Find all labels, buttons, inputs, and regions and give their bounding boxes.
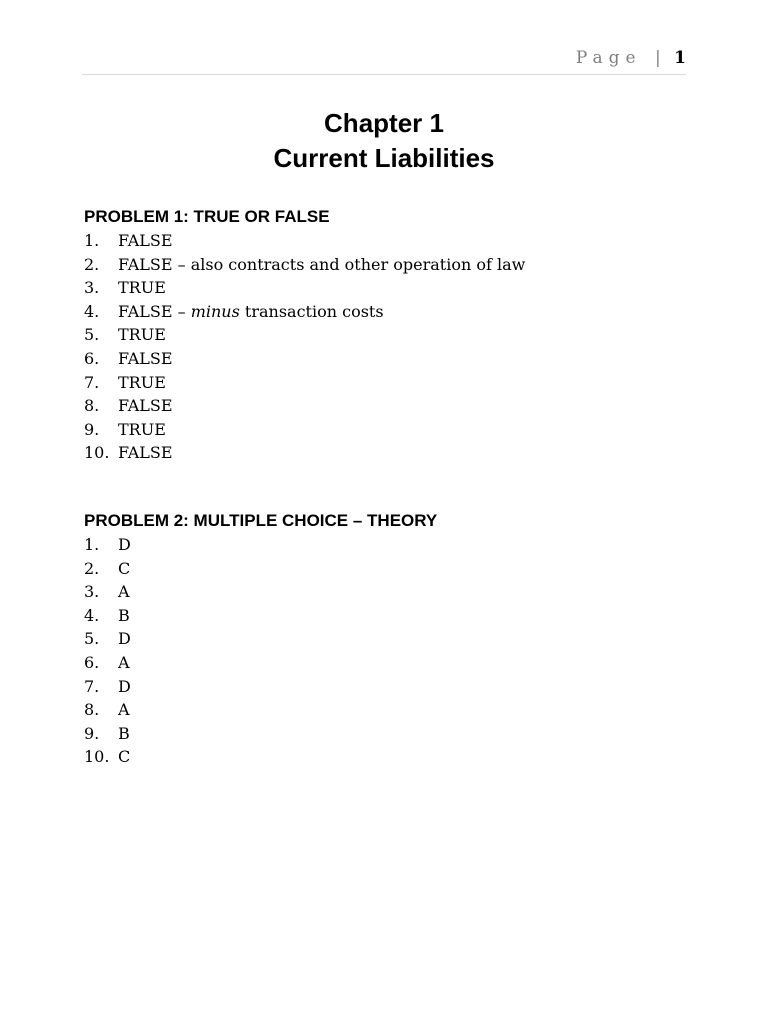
item-answer: TRUE [118, 325, 166, 345]
item-answer: B [118, 605, 130, 625]
item-number: 3. [84, 278, 100, 298]
item-number: 9. [84, 419, 100, 439]
list-item [84, 418, 704, 442]
list-item [84, 675, 704, 699]
item-number: 1. [84, 231, 100, 250]
item-answer: FALSE [118, 348, 173, 368]
page-separator: | [655, 48, 663, 68]
problem-1-heading: PROBLEM 1: TRUE OR FALSE [84, 207, 330, 226]
list-item [84, 533, 704, 557]
list-item [84, 300, 704, 324]
header-divider [82, 74, 686, 75]
item-number: 10. [84, 747, 110, 767]
item-answer: D [118, 535, 131, 554]
item-number: 8. [84, 396, 100, 416]
list-item [84, 698, 704, 722]
item-number: 5. [84, 629, 100, 649]
list-item [84, 604, 704, 628]
item-number: 5. [84, 325, 100, 345]
list-item [84, 557, 704, 581]
problem-2-heading: PROBLEM 2: MULTIPLE CHOICE – THEORY [84, 511, 438, 530]
item-note: – also contracts and other operation of law [172, 254, 526, 274]
item-number: 7. [84, 676, 100, 696]
page-number: 1 [674, 48, 686, 68]
item-number: 2. [84, 254, 100, 274]
item-note-emphasis: minus [190, 301, 240, 321]
list-item [84, 441, 704, 465]
item-answer: D [118, 629, 131, 649]
chapter-subtitle: Current Liabilities [273, 143, 495, 173]
list-item [84, 627, 704, 651]
problem-1-section [84, 205, 704, 465]
item-answer: TRUE [118, 372, 166, 392]
list-item [84, 323, 704, 347]
list-item [84, 229, 704, 253]
list-item [84, 276, 704, 300]
item-number: 10. [84, 443, 110, 463]
problem-2-section [84, 509, 704, 769]
problem-2-answer-list [84, 533, 704, 769]
item-number: 6. [84, 652, 100, 672]
item-answer: A [118, 700, 130, 720]
list-item [84, 347, 704, 371]
item-number: 4. [84, 605, 100, 625]
item-answer: FALSE [118, 231, 173, 250]
item-number: 4. [84, 301, 100, 321]
problem-1-answer-list [84, 229, 704, 465]
item-answer: C [118, 747, 131, 767]
list-item [84, 580, 704, 604]
item-answer: C [118, 558, 131, 578]
list-item [84, 253, 704, 277]
page-label: Page [575, 48, 642, 68]
item-answer: FALSE [118, 443, 173, 463]
item-number: 9. [84, 723, 100, 743]
list-item [84, 722, 704, 746]
item-answer: B [118, 723, 130, 743]
item-answer: FALSE [118, 301, 173, 321]
item-note-tail: transaction costs [239, 301, 384, 321]
item-answer: D [118, 676, 131, 696]
list-item [84, 371, 704, 395]
item-number: 3. [84, 582, 100, 602]
item-answer: FALSE [118, 396, 173, 416]
item-number: 8. [84, 700, 100, 720]
list-item [84, 745, 704, 769]
item-answer: A [118, 582, 130, 602]
item-number: 1. [84, 535, 100, 554]
item-number: 7. [84, 372, 100, 392]
item-answer: TRUE [118, 278, 166, 298]
item-answer: FALSE [118, 254, 173, 274]
item-answer: TRUE [118, 419, 166, 439]
item-note: – [172, 301, 191, 321]
item-number: 2. [84, 558, 100, 578]
list-item [84, 394, 704, 418]
list-item [84, 651, 704, 675]
item-answer: A [118, 652, 130, 672]
page-header [0, 48, 686, 68]
item-number: 6. [84, 348, 100, 368]
chapter-title: Chapter 1 [324, 108, 444, 138]
